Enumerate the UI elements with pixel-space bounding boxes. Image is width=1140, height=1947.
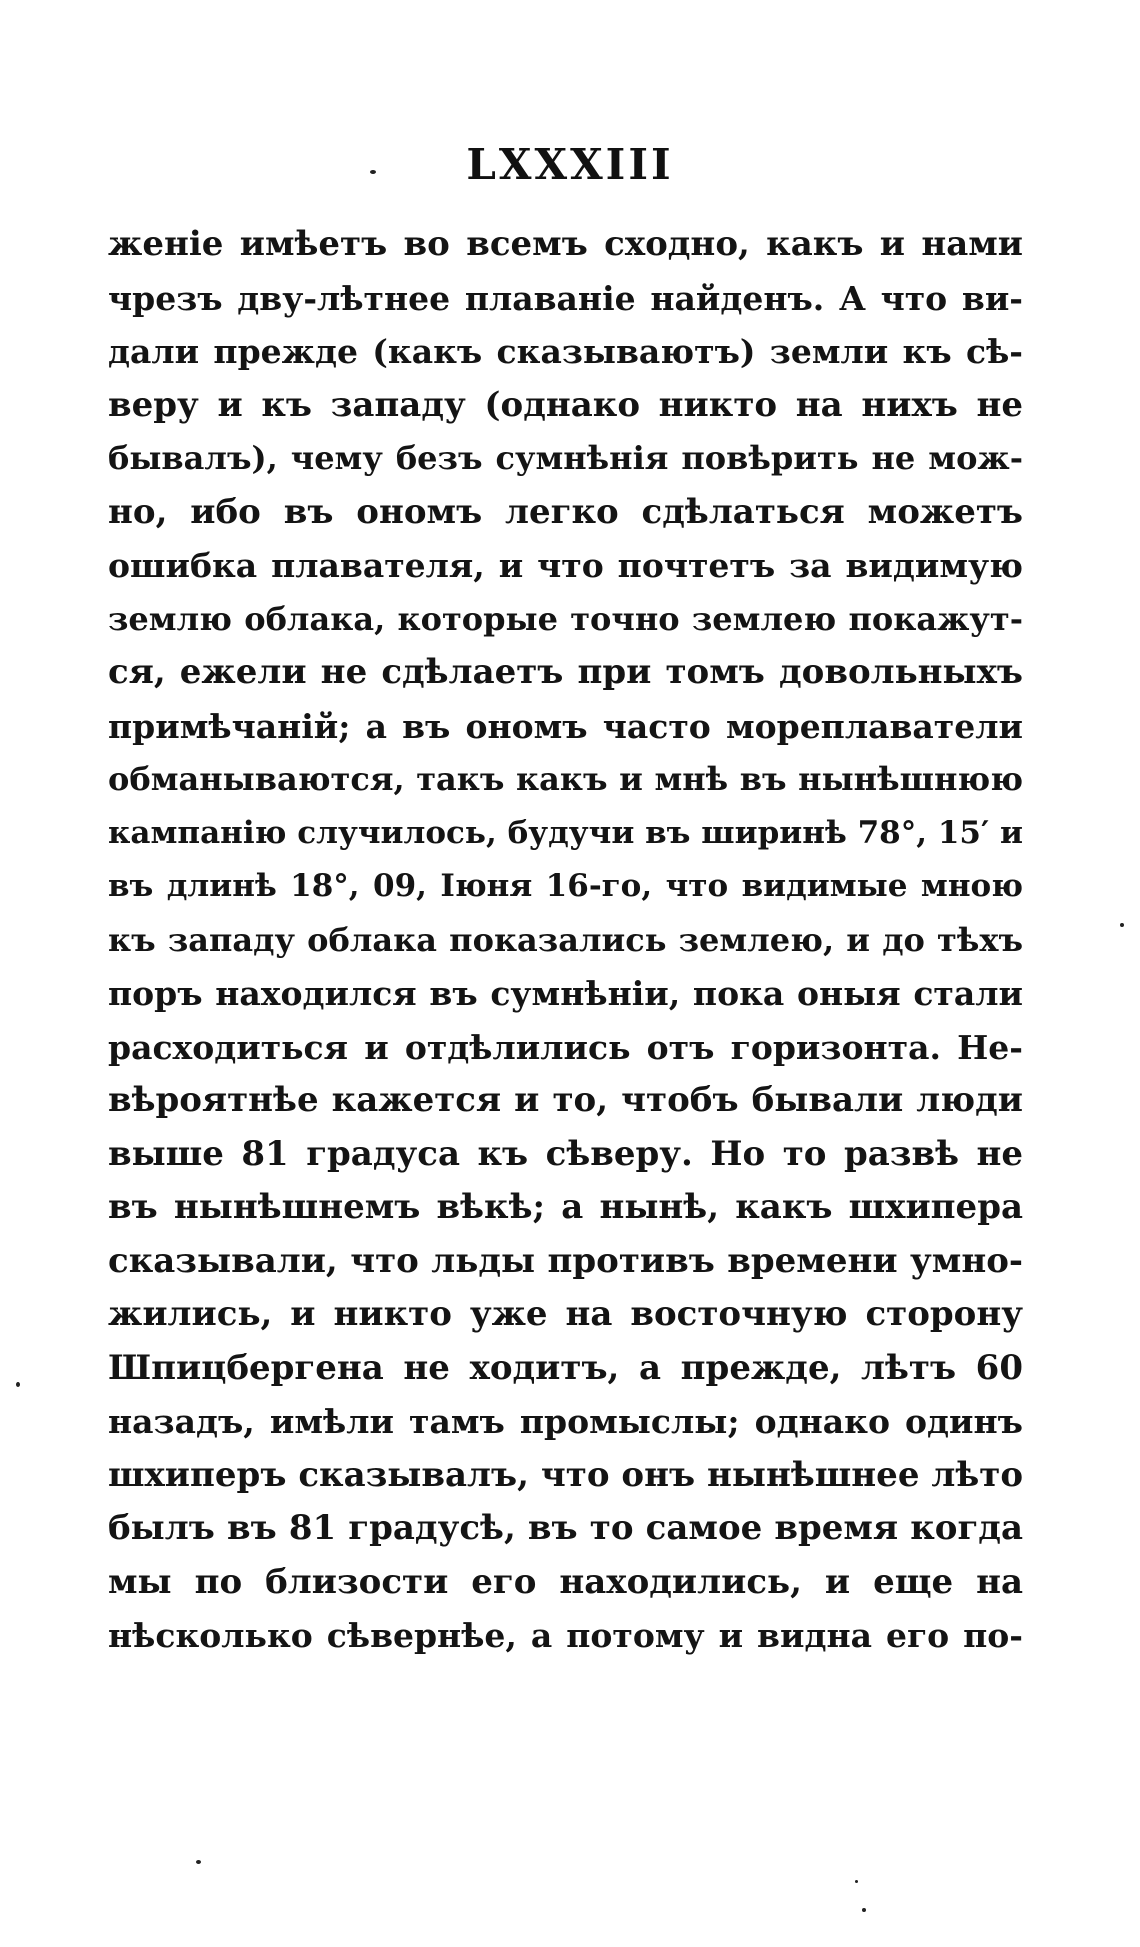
text-line: въ нынѣшнемъ вѣкѣ; а нынѣ, какъ шхипера bbox=[108, 1187, 1023, 1227]
text-line: ошибка плавателя, и что почтетъ за видимую bbox=[108, 546, 1023, 585]
body-text bbox=[108, 218, 1023, 1663]
text-line: вѣроятнѣе кажется и то, чтобъ бывали люди bbox=[108, 1080, 1023, 1120]
text-line: кампанію случилось, будучи въ ширинѣ 78°, 15′ и bbox=[108, 814, 1023, 851]
text-line: къ западу облака показались землею, и до тѣхъ bbox=[108, 920, 1023, 959]
scan-speck bbox=[1120, 923, 1124, 927]
text-line: бывалъ), чему безъ сумнѣнія повѣрить не мож- bbox=[108, 439, 1023, 477]
text-line: но, ибо въ ономъ легко сдѣлаться можетъ bbox=[108, 491, 1023, 532]
text-line: жились, и никто уже на восточную сторону bbox=[108, 1294, 1023, 1334]
text-line: сказывали, что льды противъ времени умно- bbox=[108, 1240, 1023, 1281]
text-line: веру и къ западу (однако никто на нихъ не bbox=[108, 384, 1023, 425]
text-line: чрезъ дву-лѣтнее плаваніе найденъ. А что ви- bbox=[108, 278, 1023, 318]
text-line: землю облака, которые точно землею покажут- bbox=[108, 599, 1023, 638]
scan-speck bbox=[196, 1860, 201, 1864]
page-number: LXXXIII bbox=[466, 140, 674, 189]
text-line: мы по близости его находились, и еще на bbox=[108, 1561, 1023, 1602]
text-line: ся, ежели не сдѣлаетъ при томъ довольныхъ bbox=[108, 652, 1023, 692]
scan-speck bbox=[16, 1382, 20, 1387]
text-line: Шпицбергена не ходитъ, а прежде, лѣтъ 60 bbox=[108, 1347, 1023, 1388]
text-line: поръ находился въ сумнѣніи, пока оныя стали bbox=[108, 974, 1023, 1013]
text-line: былъ въ 81 градусѣ, въ то самое время когда bbox=[108, 1508, 1023, 1548]
text-line: расходиться и отдѣлились отъ горизонта. Не- bbox=[108, 1027, 1023, 1067]
text-line: примѣчаній; а въ ономъ часто мореплаватели bbox=[108, 706, 1023, 746]
text-line: назадъ, имѣли тамъ промыслы; однако одинъ bbox=[108, 1402, 1023, 1441]
text-line: въ длинѣ 18°, 09, Іюня 16-го, что видимые мною bbox=[108, 868, 1023, 904]
text-line: дали прежде (какъ сказываютъ) земли къ сѣ- bbox=[108, 332, 1023, 371]
text-line: шхиперъ сказывалъ, что онъ нынѣшнее лѣто bbox=[108, 1454, 1023, 1495]
text-line: обманываются, такъ какъ и мнѣ въ нынѣшнюю bbox=[108, 760, 1023, 798]
scan-speck bbox=[855, 1880, 858, 1883]
text-line: выше 81 градуса къ сѣверу. Но то развѣ не bbox=[108, 1133, 1023, 1174]
scan-speck bbox=[862, 1908, 866, 1912]
text-line: женіе имѣетъ во всемъ сходно, какъ и нами bbox=[108, 224, 1023, 264]
text-line: нѣсколько сѣвернѣе, а потому и видна его по- bbox=[108, 1616, 1023, 1655]
scan-speck bbox=[370, 170, 376, 174]
